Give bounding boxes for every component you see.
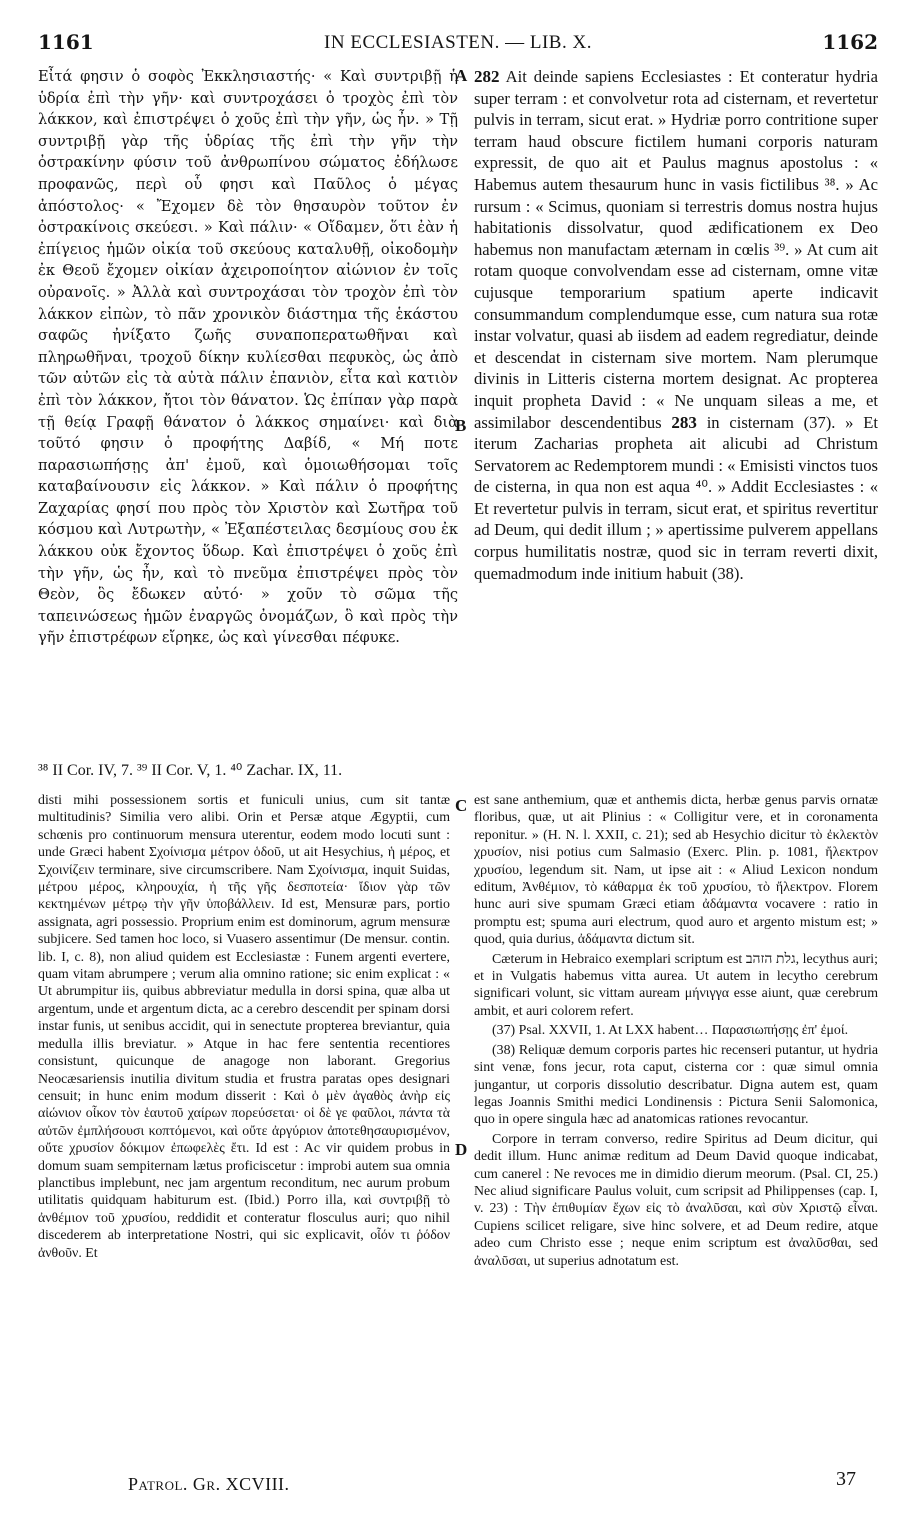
footer-signature: 37 xyxy=(836,1468,856,1490)
note-paragraph: Cæterum in Hebraico exemplari scriptum est גלת הזהב, lecythus auri; et in Vulgatis habemus vitta aurea. Ut autem in lecytho cerebrum significari volunt, sic vittam auream μήνιγγα esse aiunt, quæ cerebrum ambit, et auri colorem refert. xyxy=(474,951,878,1019)
page-header xyxy=(38,30,878,56)
note-paragraph: (38) Reliquæ demum corporis partes hic recenseri putantur, ut hydria sint venæ, fons jecur, rota caput, cisterna cor : quæ simul omnia jungantur, ut corporis dissolutio describatur. Digna autem est, quam legas Joannis Smithi medici Londinensis : Pictura Senii Salomonica, quo in opere singula hæc ad anatomicas rationes revocantur. xyxy=(474,1042,878,1128)
greek-text-column xyxy=(38,66,458,736)
page-number-right: 1162 xyxy=(822,30,878,54)
note-paragraph: est sane anthemium, quæ et anthemis dicta, herbæ genus parvis ornatæ floribus, quæ, ut ait Plinius : « Colligitur vere, et in coronamenta reponitur. » (H. N. l. XXII, c. 21); sed ab Hesychio dicitur τὸ ἐκλεκτὸν χρυσίον, nisi potius cum Salmasio (Exerc. Plin. p. 1081, ἤλεκτρον χρυσίου, legendum sit. Nam, ut ipse ait : « Aliud Lexicon nondum editum, Ἀνθέμιον, τὸ κάθαρμα ἐκ τοῦ χρυσίου, τὸ ἤλεκτρον. Florem hunc auri sive spumam Græci etiam ἀδάμαντα vocavere : ratio in promptu est; spuma auri electrum, quod auro et argento mistum est; » quod, quia durius, ἀδάμαντα dictum sit. xyxy=(474,793,878,948)
latin-text-column xyxy=(474,66,878,736)
running-title: IN ECCLESIASTEN. — LIB. X. xyxy=(324,32,592,53)
greek-paragraph: Εἶτά φησιν ὁ σοφὸς Ἐκκλησιαστής· « Καὶ συντριβῇ ἡ ὑδρία ἐπὶ τὴν γῆν· καὶ συντροχάσει ὁ τροχὸς ἐπὶ τὸν λάκκον, καὶ ἐπιστρέψει ὁ χοῦς ἐπὶ τὴν γῆν, ὡς ἦν. » Τῇ συντριβῇ γὰρ τῆς ὑδρίας τῆς ἐπὶ τὴν γῆν τὴν ὀστρακίνην φύσιν τοῦ ἀνθρωπίνου σώματος ἐδήλωσε προφανῶς, περὶ οὗ φησι καὶ Παῦλος ὁ μέγας ἀπόστολος· « Ἔχομεν δὲ τὸν θησαυρὸν τοῦτον ἐν ὀστρακίνοις σκεύεσι. » Καὶ πάλιν· « Οἴδαμεν, ὅτι ἐὰν ἡ ἐπίγειος ἡμῶν οἰκία τοῦ σκεύους καταλυθῇ, οἰκοδομὴν ἐκ Θεοῦ ἔχομεν οἰκίαν ἀχειροποίητον αἰώνιον ἐν τοῖς οὐρανοῖς. » Ἀλλὰ καὶ συντροχάσαι τὸν τροχὸν ἐπὶ τὸν λάκκον εἰπὼν, τὸ πᾶν χρονικὸν διάστημα τῆς ἑκάστου σαφῶς ἠνίξατο ζωῆς συναποπερατωθῆναι καὶ πληρωθῆναι, τροχοῦ δίκην κυλίεσθαι πεφυκὸς, ὡς ἀπὸ τῶν αὐτῶν εἰς τὰ αὐτὰ πάλιν ἐπανιὸν, εἶτα καὶ κατιὸν ἐπὶ τὸν λάκκον, ἤτοι τὸν θάνατον. Ὡς ἐπίπαν γὰρ παρὰ τῇ θείᾳ Γραφῇ θάνατον ὁ λάκκος σημαίνει· καὶ διὰ τοῦτό φησιν ὁ προφήτης Δαβίδ, « Μή ποτε παρασιωπήσῃς ἀπ' ἐμοῦ, καὶ ὁμοιωθήσομαι τοῖς καταβαίνουσιν εἰς λάκκον. » Καὶ πάλιν ὁ προφήτης Ζαχαρίας φησί που πρὸς τὸν Χριστὸν καὶ Σωτῆρα τοῦ κόσμου καὶ Λυτρωτὴν, « Ἐξαπέστειλας δεσμίους σου ἐκ λάκκου οὐκ ἔχοντος ὕδωρ. Καὶ ἐπιστρέψει ὁ χοῦς ἐπὶ τὴν γῆν, ὡς ἦν, καὶ τὸ πνεῦμα ἐπιστρέψει πρὸς τὸν Θεὸν, ὃς ἔδωκεν αὐτό· » χοῦν τὸ σῶμα τῆς ταπεινώσεως ἡμῶν ἐναργῶς ὀνομάζων, ὃ καὶ πρὸς τὴν γῆν ἐπιστρέφων εἴρηκε, ὡς καὶ γίνεσθαι πέφυκε. xyxy=(38,68,458,647)
page-number-left: 1161 xyxy=(38,30,94,54)
margin-marker-b: B xyxy=(455,416,467,435)
notes-right-column xyxy=(474,792,878,1462)
latin-text-part-1: Ait deinde sapiens Ecclesiastes : Et conteratur hydria super terram : et convolvetur rota ad cisternam, et revertetur pulvis in terram, sicut erat. » Hydriæ porro contritione super terram haud obscure fictilem humani corporis naturam expressit, de quo ait et Paulus magnus apostolus : « Habemus autem thesaurum hunc in vasis fictilibus ³⁸. » Ac rursum : « Scimus, quoniam si terrestris domus nostra hujus habitationis dissolvatur, quod ædificationem ex Deo habemus non manufactam æternam in cœlis ³⁹. » At cum ait rotam quoque convolvendam esse ad cisternam, omne vitæ cujusque temporarium spatium aperte indicavit consummandum complendumque esse, cum natura sua rotæ instar volvatur, quasi ab iisdem ad eadem regrediatur, deinde et descendat in cisternam sive mortem. Nam plerumque divinis in Litteris cisterna mortem designat. Ac propterea inquit propheta David : « Ne unquam sileas a me, et assimilabor descendentibus xyxy=(474,67,878,432)
note-paragraph: disti mihi possessionem sortis et funiculi unius, cum sit tantæ multitudinis? Similia vero alibi. Orin et Persæ atque Ægyptii, cum schœnis pro continuorum mensura uterentur, eodem modo locuti sunt : unde Græci habent Σχοίνισμα μέτρον ὁδοῦ, ut ait Hesychius, ἡ μέρος, et Σχοινίζειν terminare, sive circumscribere. Nam Σχοίνισμα, inquit Suidas, μέτρου μέρος, κληρουχία, ἡ τῆς γῆς δεσποτεία· ἴδιον γὰρ τῶν κεκτημένων μέτρῳ τὴν γῆν ὑποβάλλειν. Id est, Mensuræ pars, portio assignata, agri possessio. Proprium enim est dominorum, agrum mensuræ subjicere. Sed tamen hoc loco, si Vuasero assentimur (De mensur. contin. lib. I, c. 8), non aliud quidem est Ecclesiastæ : Funem argenti evertere, quam vitam abrumpere ; verum alia omnino ratione; sic enim explicat : « Ut abrumpitur iis, quibus abbreviatur medulla in dorsi spina, quæ alba ut argentum, unde et argentum dicta, ac a cerebro descendit per spinam dorsi instar funis, ut senibus accidit, qui in senectute propterea breviantur, quia medulla illis breviatur. » Atque in hac fere sententia recentiores consistunt, quicunque de anagoge non laborant. Gregorius Neocæsariensis inutilia divitum studia et frustra paratas opes designari censuit; in hunc enim modum disserit : Καὶ ὁ μὲν ἀγαθὸς ἀνὴρ εἰς αἰώνιον οἶκον τὸν ἑαυτοῦ χαίρων πορεύσεται· οἱ δὲ γε φαῦλοι, πάντα τὰ αὐτῶν ἐμπλήσουσι κοπτόμενοι, καὶ οὔτε ἀργύριον ἀποτεθησαυρισμένον, οὔτε χρυσίον δόκιμον ἐπωφελὲς ἔτι. Id est : Ac vir quidem probus in domum suam sempiternam lætus proficiscetur : improbi autem sua omnia planctibus implebunt, nec jam argentum reconditum, nec aurum probum utilitatis quidquam habiturum est. (Ibid.) Porro illa, καὶ συντριβῇ τὸ ἀνθέμιον τοῦ χρυσίου, reddidit et conteratur flosculus auri; quo nihil discederem ab interpretatione Nostri, qui sic explicavit, οἷόν τι ῥόδον ἀνθοῦν. Et xyxy=(38,793,450,1261)
note-paragraph: Corpore in terram converso, redire Spiritus ad Deum dicitur, qui dedit illum. Hunc animæ reditum ad Deum David quoque indicabat, cum canerel : Ne revoces me in dimidio dierum meorum. (Psal. CI, 25.) Nec aliud significare Paulus voluit, cum scripsit ad Philippenses (cap. I, v. 23) : Τὴν ἐπιθυμίαν ἔχων εἰς τὸ ἀναλῦσαι, καὶ σὺν Χριστῷ εἶναι. Cupiens scilicet religare, sive hinc solvere, et ad Deum redire, atque adeo cum Christo esse ; neque enim scriptum est ἀναλῦσθαι, sed ἀναλῦσαι, ut superius adnotatum est. xyxy=(474,1131,878,1269)
notes-left-column xyxy=(38,792,450,1462)
latin-text-part-2: in cisternam (37). » Et iterum Zacharias propheta ait alicubi ad Christum Servatorem ac Redemptorem mundi : « Emisisti vinctos tuos de cisterna, in qua non est aqua ⁴⁰. » Addit Ecclesiastes : « Et revertetur pulvis in terram, sicut erat, et spiritus revertitur ad Deum, qui dedit illum ; » apertissime pulverem appellans corpus humilitatis nostræ, quod sic in terram reverti dixit, quemadmodum inde initium habuit (38). xyxy=(474,412,878,583)
margin-marker-c: C xyxy=(455,796,468,815)
footer-source: Patrol. Gr. XCVIII. xyxy=(128,1474,290,1494)
column-number-283: 283 xyxy=(671,412,697,432)
margin-marker-d: D xyxy=(455,1140,468,1159)
latin-paragraph xyxy=(474,66,878,584)
margin-marker-a: A xyxy=(455,66,468,85)
note-paragraph: (37) Psal. XXVII, 1. At LXX habent… Παρασιωπήσῃς ἐπ' ἐμοί. xyxy=(492,1023,849,1039)
scripture-references: ³⁸ II Cor. IV, 7. ³⁹ II Cor. V, 1. ⁴⁰ Zachar. IX, 11. xyxy=(38,762,343,779)
column-number-282: 282 xyxy=(474,67,500,86)
